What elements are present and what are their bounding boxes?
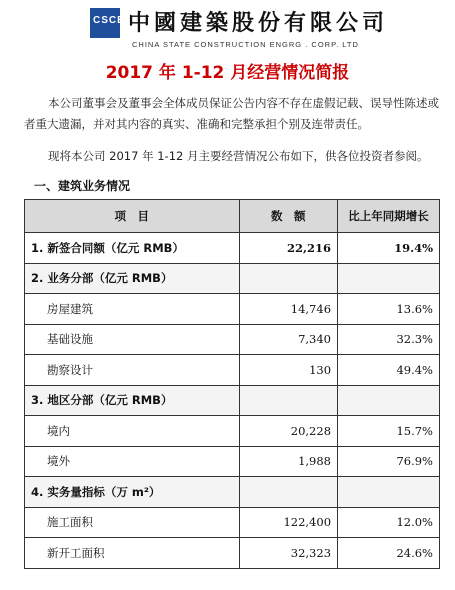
table-row xyxy=(25,477,440,508)
table-row xyxy=(25,263,440,294)
table-row xyxy=(25,233,440,264)
row-growth: 76.9% xyxy=(338,446,440,477)
row-value: 32,323 xyxy=(239,538,337,569)
row-value xyxy=(239,263,337,294)
row-value xyxy=(239,477,337,508)
row-value: 1,988 xyxy=(239,446,337,477)
section-heading: 一、建筑业务情况 xyxy=(34,179,131,193)
table-row xyxy=(25,538,440,569)
table-row xyxy=(25,416,440,447)
row-label: 新开工面积 xyxy=(25,538,240,569)
table-row xyxy=(25,324,440,355)
row-growth: 13.6% xyxy=(338,294,440,325)
row-label: 勘察设计 xyxy=(25,355,240,386)
row-label: 境内 xyxy=(25,416,240,447)
row-value: 122,400 xyxy=(239,507,337,538)
row-growth: 32.3% xyxy=(338,324,440,355)
company-name-en: CHINA STATE CONSTRUCTION ENGRG . CORP. LTD xyxy=(132,40,359,49)
row-label: 2. 业务分部（亿元 RMB） xyxy=(25,263,240,294)
row-label: 境外 xyxy=(25,446,240,477)
table-row xyxy=(25,507,440,538)
intro-paragraph: 现将本公司 2017 年 1-12 月主要经营情况公布如下，供各位投资者参阅。 xyxy=(48,149,429,163)
company-name-cn: 中國建築股份有限公司 xyxy=(128,11,389,36)
table-row xyxy=(25,446,440,477)
table-row xyxy=(25,355,440,386)
row-growth: 12.0% xyxy=(338,507,440,538)
header-item: 项 目 xyxy=(25,200,240,233)
report-title: 2017 年 1-12 月经营情况简报 xyxy=(105,63,350,83)
header-amount: 数 额 xyxy=(239,200,337,233)
row-growth: 15.7% xyxy=(338,416,440,447)
row-growth: 19.4% xyxy=(338,233,440,264)
logo-text: CSCEC xyxy=(93,15,134,26)
row-value: 22,216 xyxy=(239,233,337,264)
company-header xyxy=(90,8,450,54)
header-growth: 比上年同期增长 xyxy=(338,200,440,233)
table-header-row xyxy=(25,200,440,233)
row-growth xyxy=(338,385,440,416)
row-label: 1. 新签合同额（亿元 RMB） xyxy=(25,233,240,264)
row-label: 基础设施 xyxy=(25,324,240,355)
disclaimer-paragraph: 本公司董事会及董事会全体成员保证公告内容不存在虚假记载、误导性陈述或者重大遗漏，并对其内容的真实、准确和完整承担个别及连带责任。 xyxy=(24,96,439,131)
business-table xyxy=(24,199,440,569)
row-growth: 49.4% xyxy=(338,355,440,386)
row-label: 房屋建筑 xyxy=(25,294,240,325)
row-growth xyxy=(338,263,440,294)
row-value: 14,746 xyxy=(239,294,337,325)
row-value: 20,228 xyxy=(239,416,337,447)
table-row xyxy=(25,385,440,416)
table-row xyxy=(25,294,440,325)
row-value: 130 xyxy=(239,355,337,386)
row-label: 4. 实务量指标（万 m²） xyxy=(25,477,240,508)
row-value: 7,340 xyxy=(239,324,337,355)
cscec-logo-icon xyxy=(90,8,134,38)
row-value xyxy=(239,385,337,416)
row-growth xyxy=(338,477,440,508)
row-growth: 24.6% xyxy=(338,538,440,569)
row-label: 3. 地区分部（亿元 RMB） xyxy=(25,385,240,416)
row-label: 施工面积 xyxy=(25,507,240,538)
